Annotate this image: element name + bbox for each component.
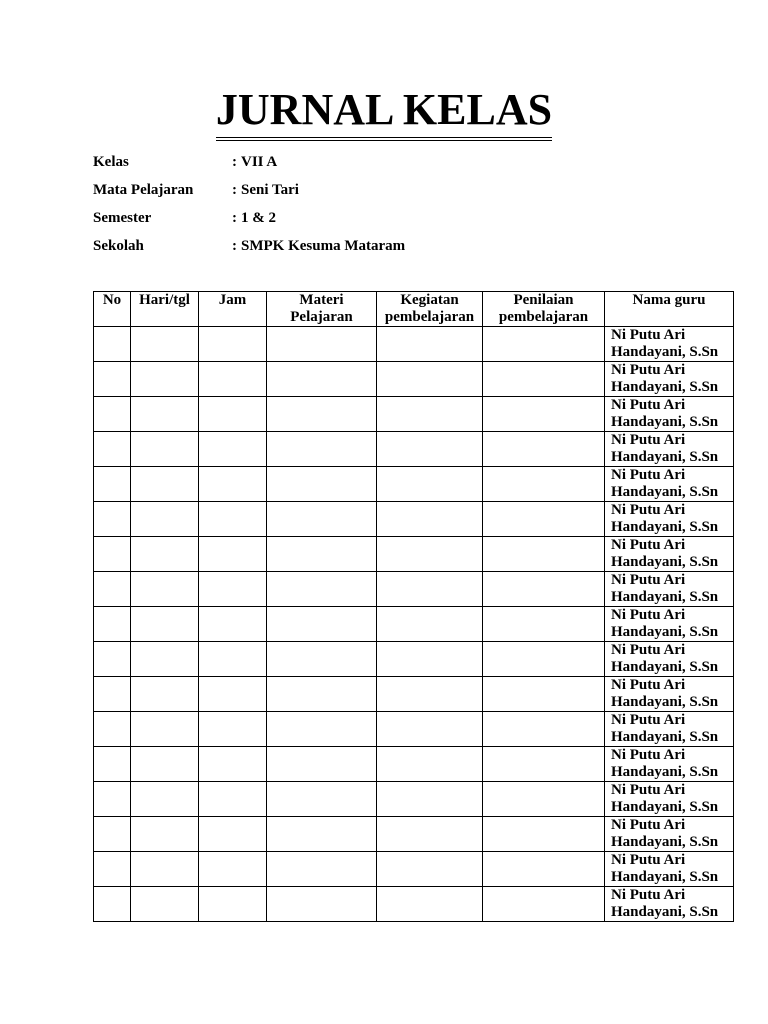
teacher-name-line1: Ni Putu Ari (611, 327, 686, 343)
teacher-name-line1: Ni Putu Ari (611, 607, 686, 623)
empty-cell (483, 642, 605, 677)
info-value: Seni Tari (241, 181, 299, 198)
info-label: Mata Pelajaran (93, 181, 194, 198)
empty-cell (131, 747, 199, 782)
table-row (94, 852, 734, 887)
teacher-name-line2: Handayani, S.Sn (611, 694, 719, 710)
info-value: 1 & 2 (241, 209, 276, 226)
empty-cell (199, 712, 267, 747)
empty-cell (483, 467, 605, 502)
empty-cell (94, 397, 131, 432)
teacher-name-cell (605, 852, 734, 887)
empty-cell (377, 712, 483, 747)
info-row-semester (93, 204, 653, 232)
empty-cell (377, 852, 483, 887)
empty-cell (131, 432, 199, 467)
empty-cell (267, 432, 377, 467)
empty-cell (199, 572, 267, 607)
teacher-name-line1: Ni Putu Ari (611, 852, 686, 868)
teacher-name-line2: Handayani, S.Sn (611, 659, 719, 675)
class-info (93, 148, 653, 260)
header-no: No (94, 292, 131, 327)
empty-cell (377, 362, 483, 397)
empty-cell (267, 817, 377, 852)
info-colon: : (232, 209, 237, 226)
empty-cell (267, 712, 377, 747)
empty-cell (199, 852, 267, 887)
empty-cell (94, 782, 131, 817)
empty-cell (377, 537, 483, 572)
empty-cell (94, 747, 131, 782)
table-row (94, 887, 734, 922)
teacher-name-line2: Handayani, S.Sn (611, 799, 719, 815)
empty-cell (483, 747, 605, 782)
empty-cell (199, 677, 267, 712)
info-value: VII A (241, 153, 278, 170)
empty-cell (377, 747, 483, 782)
empty-cell (377, 572, 483, 607)
empty-cell (483, 607, 605, 642)
empty-cell (131, 502, 199, 537)
teacher-name-line2: Handayani, S.Sn (611, 729, 719, 745)
table-body (94, 327, 734, 922)
info-label: Sekolah (93, 237, 144, 254)
empty-cell (94, 327, 131, 362)
teacher-name-cell (605, 397, 734, 432)
empty-cell (483, 817, 605, 852)
teacher-name-line2: Handayani, S.Sn (611, 904, 719, 920)
teacher-name-cell (605, 747, 734, 782)
empty-cell (199, 397, 267, 432)
empty-cell (267, 642, 377, 677)
table-row (94, 502, 734, 537)
table-row (94, 467, 734, 502)
teacher-name-line2: Handayani, S.Sn (611, 764, 719, 780)
empty-cell (199, 817, 267, 852)
empty-cell (267, 887, 377, 922)
empty-cell (377, 432, 483, 467)
table-header-row (94, 292, 734, 327)
empty-cell (199, 432, 267, 467)
teacher-name-line1: Ni Putu Ari (611, 467, 686, 483)
empty-cell (199, 467, 267, 502)
empty-cell (131, 782, 199, 817)
teacher-name-cell (605, 887, 734, 922)
teacher-name-cell (605, 817, 734, 852)
empty-cell (131, 397, 199, 432)
empty-cell (199, 362, 267, 397)
empty-cell (483, 852, 605, 887)
teacher-name-line2: Handayani, S.Sn (611, 449, 719, 465)
header-hari-tgl: Hari/tgl (131, 292, 199, 327)
empty-cell (131, 817, 199, 852)
empty-cell (377, 502, 483, 537)
empty-cell (131, 887, 199, 922)
header-jam: Jam (199, 292, 267, 327)
info-colon: : (232, 181, 237, 198)
empty-cell (483, 327, 605, 362)
empty-cell (94, 572, 131, 607)
empty-cell (267, 502, 377, 537)
empty-cell (94, 677, 131, 712)
table-row (94, 747, 734, 782)
empty-cell (131, 362, 199, 397)
table-row (94, 607, 734, 642)
info-label: Semester (93, 209, 152, 226)
empty-cell (483, 782, 605, 817)
empty-cell (199, 327, 267, 362)
table-row (94, 642, 734, 677)
empty-cell (267, 852, 377, 887)
teacher-name-line2: Handayani, S.Sn (611, 554, 719, 570)
teacher-name-cell (605, 467, 734, 502)
empty-cell (377, 467, 483, 502)
teacher-name-cell (605, 362, 734, 397)
empty-cell (199, 502, 267, 537)
empty-cell (131, 852, 199, 887)
teacher-name-cell (605, 432, 734, 467)
empty-cell (377, 782, 483, 817)
teacher-name-cell (605, 327, 734, 362)
empty-cell (377, 887, 483, 922)
empty-cell (483, 537, 605, 572)
empty-cell (267, 782, 377, 817)
empty-cell (199, 537, 267, 572)
empty-cell (377, 607, 483, 642)
empty-cell (267, 607, 377, 642)
empty-cell (267, 327, 377, 362)
empty-cell (94, 712, 131, 747)
empty-cell (483, 712, 605, 747)
empty-cell (377, 397, 483, 432)
teacher-name-line1: Ni Putu Ari (611, 432, 686, 448)
empty-cell (199, 887, 267, 922)
teacher-name-cell (605, 572, 734, 607)
teacher-name-line2: Handayani, S.Sn (611, 414, 719, 430)
empty-cell (94, 607, 131, 642)
teacher-name-line1: Ni Putu Ari (611, 747, 686, 763)
table-row (94, 782, 734, 817)
empty-cell (267, 747, 377, 782)
empty-cell (94, 467, 131, 502)
table-row (94, 712, 734, 747)
title-container (0, 86, 768, 141)
empty-cell (94, 362, 131, 397)
empty-cell (131, 712, 199, 747)
empty-cell (131, 537, 199, 572)
empty-cell (131, 467, 199, 502)
teacher-name-line2: Handayani, S.Sn (611, 519, 719, 535)
empty-cell (94, 502, 131, 537)
teacher-name-line2: Handayani, S.Sn (611, 869, 719, 885)
empty-cell (267, 467, 377, 502)
info-label: Kelas (93, 153, 129, 170)
empty-cell (94, 537, 131, 572)
table-row (94, 362, 734, 397)
teacher-name-line1: Ni Putu Ari (611, 642, 686, 658)
page-title: JURNAL KELAS (216, 86, 552, 141)
empty-cell (131, 607, 199, 642)
empty-cell (199, 782, 267, 817)
empty-cell (267, 572, 377, 607)
empty-cell (267, 397, 377, 432)
empty-cell (199, 747, 267, 782)
teacher-name-line1: Ni Putu Ari (611, 537, 686, 553)
empty-cell (94, 432, 131, 467)
empty-cell (377, 642, 483, 677)
teacher-name-cell (605, 502, 734, 537)
teacher-name-cell (605, 712, 734, 747)
teacher-name-line1: Ni Putu Ari (611, 782, 686, 798)
empty-cell (377, 677, 483, 712)
header-nama-guru: Nama guru (605, 292, 734, 327)
teacher-name-line1: Ni Putu Ari (611, 712, 686, 728)
empty-cell (377, 817, 483, 852)
teacher-name-line1: Ni Putu Ari (611, 887, 686, 903)
header-kegiatan-pembelajaran: Kegiatan pembelajaran (377, 292, 483, 327)
empty-cell (267, 537, 377, 572)
empty-cell (131, 642, 199, 677)
empty-cell (483, 502, 605, 537)
empty-cell (267, 362, 377, 397)
empty-cell (94, 642, 131, 677)
teacher-name-cell (605, 782, 734, 817)
table-row (94, 327, 734, 362)
empty-cell (94, 852, 131, 887)
info-value: SMPK Kesuma Mataram (241, 237, 406, 254)
empty-cell (483, 887, 605, 922)
header-penilaian-pembelajaran: Penilaian pembelajaran (483, 292, 605, 327)
empty-cell (267, 677, 377, 712)
empty-cell (94, 817, 131, 852)
info-colon: : (232, 237, 237, 254)
teacher-name-line1: Ni Putu Ari (611, 572, 686, 588)
teacher-name-line2: Handayani, S.Sn (611, 484, 719, 500)
empty-cell (483, 572, 605, 607)
empty-cell (483, 432, 605, 467)
info-row-mata-pelajaran (93, 176, 653, 204)
teacher-name-line1: Ni Putu Ari (611, 817, 686, 833)
teacher-name-cell (605, 537, 734, 572)
teacher-name-cell (605, 677, 734, 712)
teacher-name-line1: Ni Putu Ari (611, 677, 686, 693)
empty-cell (377, 327, 483, 362)
teacher-name-line1: Ni Putu Ari (611, 362, 686, 378)
table-row (94, 677, 734, 712)
empty-cell (483, 397, 605, 432)
teacher-name-cell (605, 642, 734, 677)
info-row-sekolah (93, 232, 653, 260)
teacher-name-line1: Ni Putu Ari (611, 502, 686, 518)
journal-table (93, 291, 734, 922)
info-row-kelas (93, 148, 653, 176)
empty-cell (131, 572, 199, 607)
table-row (94, 537, 734, 572)
empty-cell (483, 677, 605, 712)
table-row (94, 397, 734, 432)
info-colon: : (232, 153, 237, 170)
teacher-name-cell (605, 607, 734, 642)
table-row (94, 432, 734, 467)
empty-cell (131, 677, 199, 712)
teacher-name-line2: Handayani, S.Sn (611, 624, 719, 640)
table-row (94, 817, 734, 852)
teacher-name-line2: Handayani, S.Sn (611, 344, 719, 360)
empty-cell (199, 642, 267, 677)
empty-cell (199, 607, 267, 642)
teacher-name-line2: Handayani, S.Sn (611, 589, 719, 605)
empty-cell (483, 362, 605, 397)
teacher-name-line2: Handayani, S.Sn (611, 379, 719, 395)
teacher-name-line2: Handayani, S.Sn (611, 834, 719, 850)
header-materi-pelajaran: Materi Pelajaran (267, 292, 377, 327)
empty-cell (94, 887, 131, 922)
table-row (94, 572, 734, 607)
empty-cell (131, 327, 199, 362)
teacher-name-line1: Ni Putu Ari (611, 397, 686, 413)
